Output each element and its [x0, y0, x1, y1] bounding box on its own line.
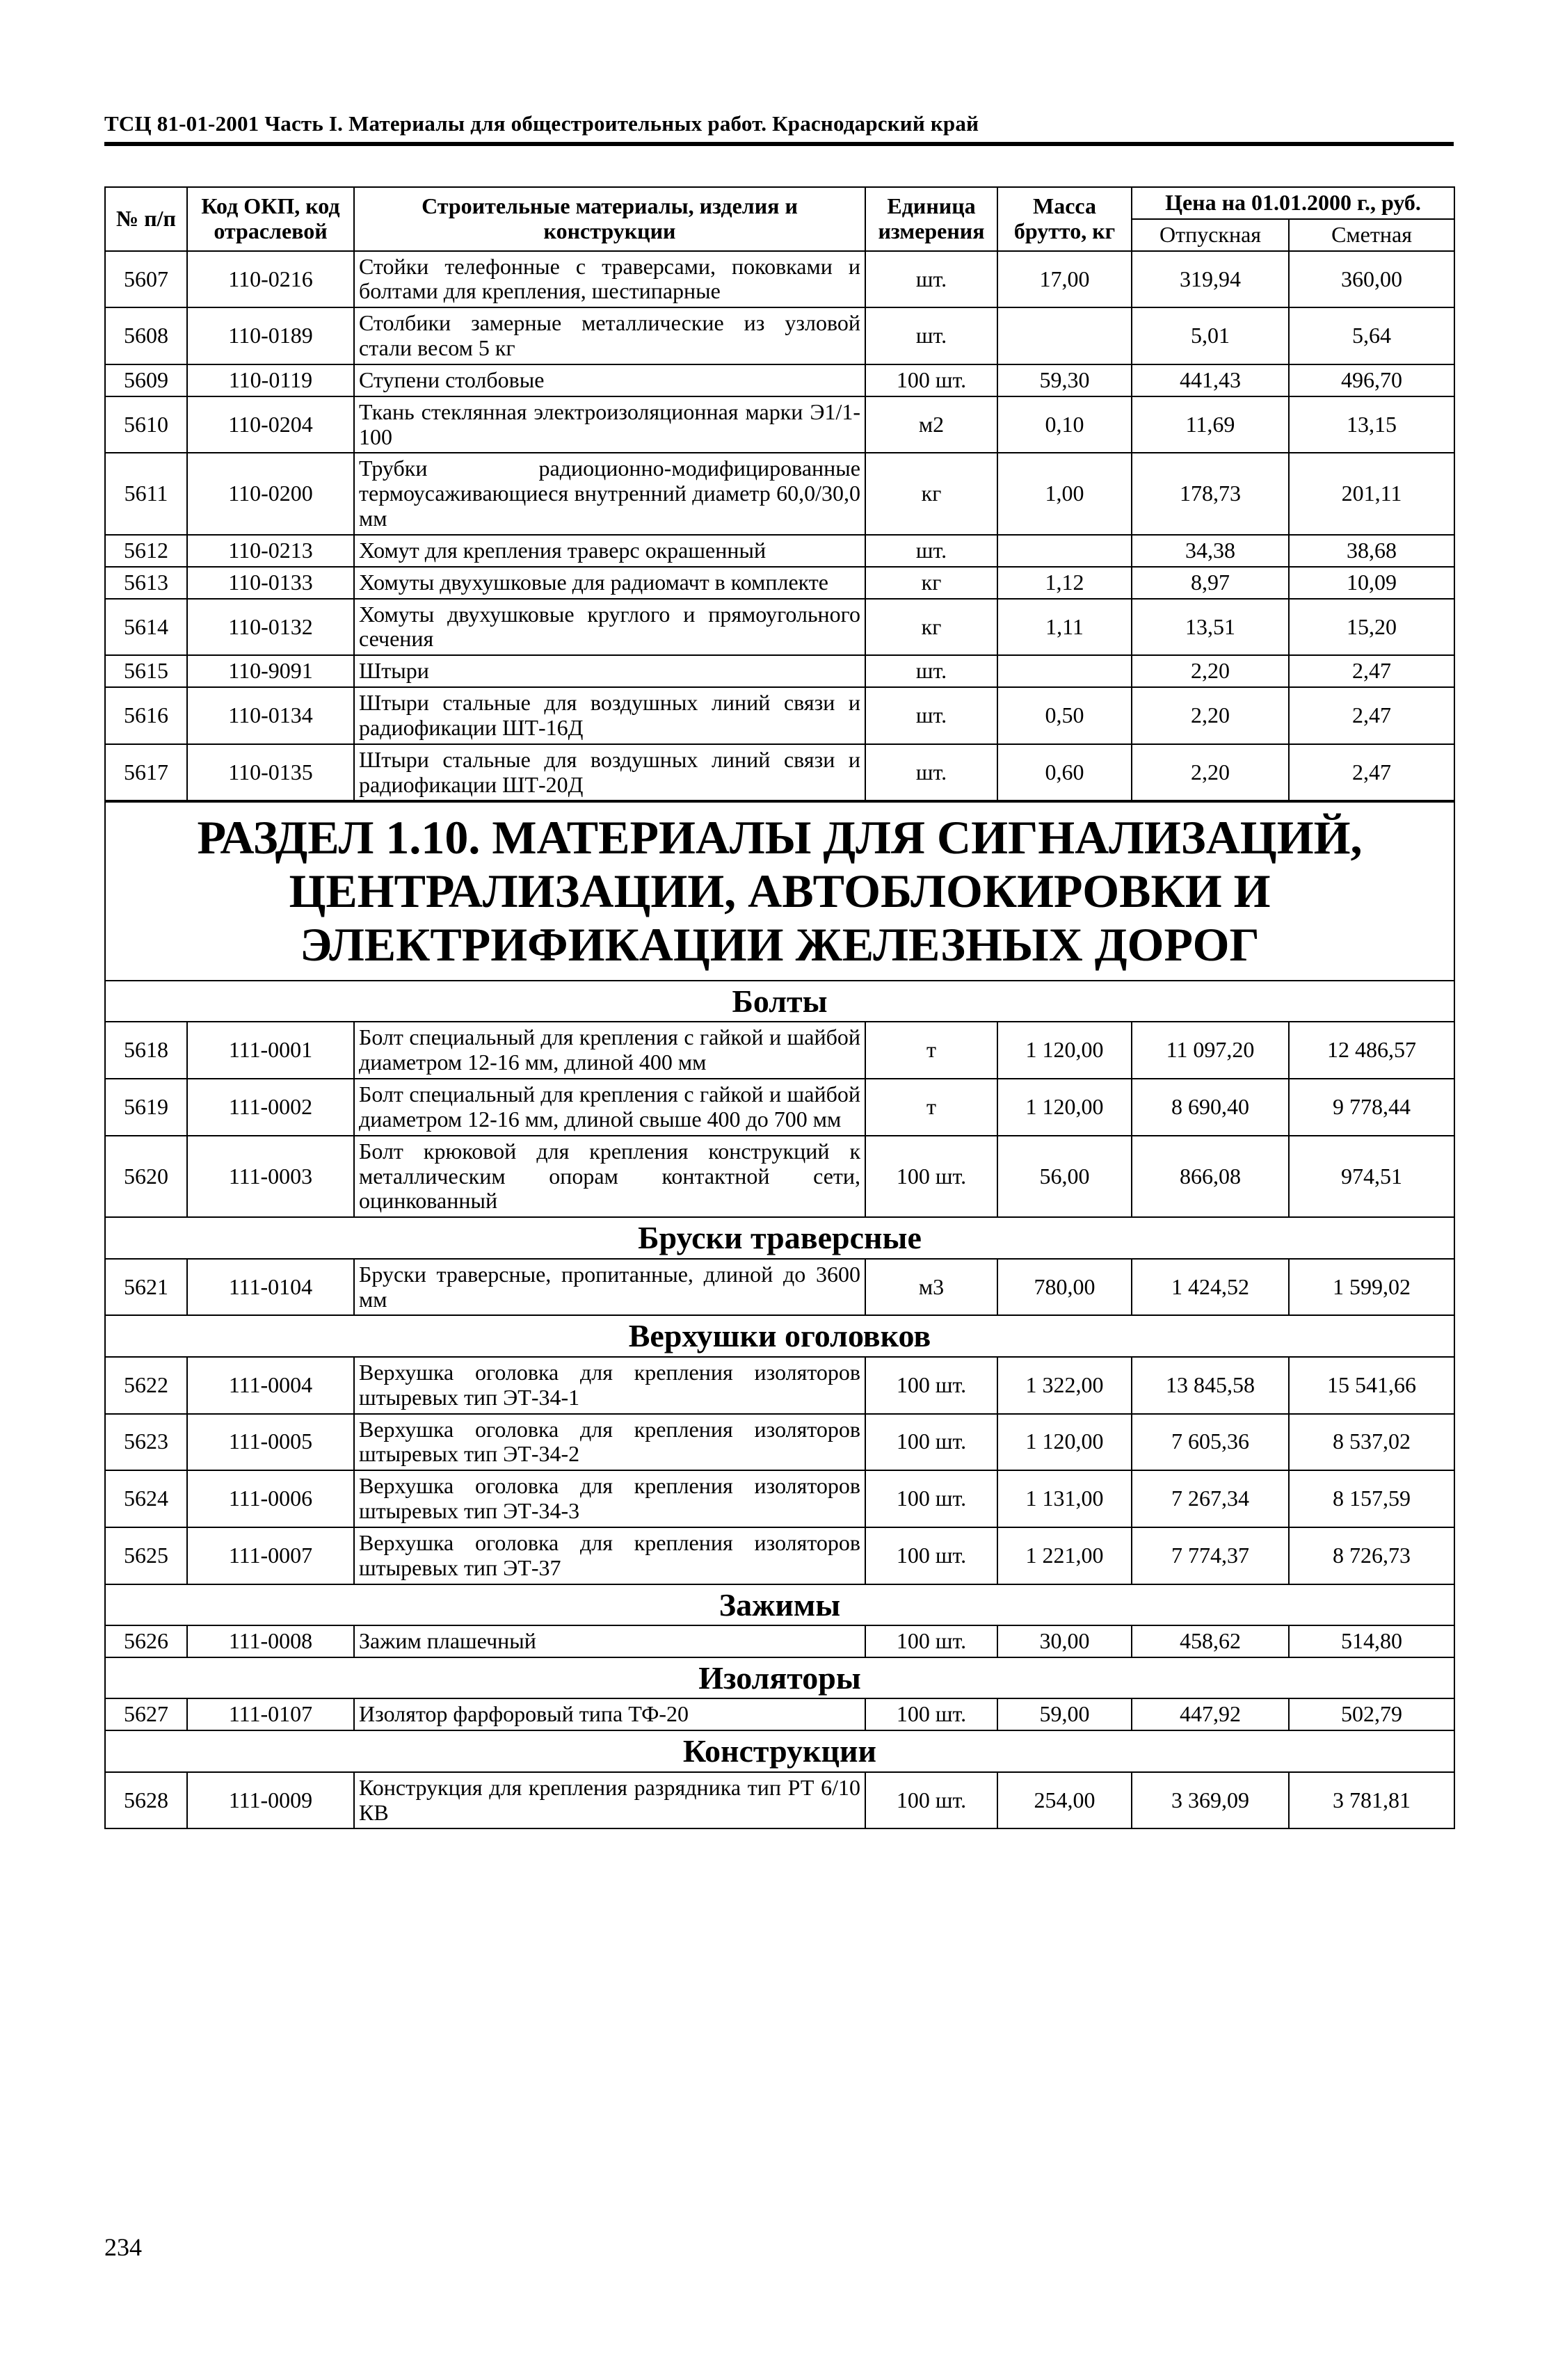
table-row	[105, 744, 1454, 802]
release-price: 2,20	[1132, 687, 1289, 744]
group-title-row	[105, 1315, 1454, 1357]
material-name: Штыри стальные для воздушных линий связи и радиофикации ШТ-16Д	[354, 687, 865, 744]
unit-of-measure: т	[865, 1079, 997, 1136]
unit-of-measure: шт.	[865, 655, 997, 687]
unit-of-measure: 100 шт.	[865, 364, 997, 396]
header-row	[105, 187, 1454, 219]
col-unit-header: Единица измерения	[865, 187, 997, 251]
material-name: Штыри стальные для воздушных линий связи и радиофикации ШТ-20Д	[354, 744, 865, 802]
group-title-row	[105, 1217, 1454, 1259]
material-name: Болт специальный для крепления с гайкой и шайбой диаметром 12-16 мм, длиной 400 мм	[354, 1022, 865, 1079]
section-title: РАЗДЕЛ 1.10. МАТЕРИАЛЫ ДЛЯ СИГНАЛИЗАЦИЙ, ЦЕНТРАЛИЗАЦИИ, АВТОБЛОКИРОВКИ И ЭЛЕКТРИФИКАЦИИ ЖЕЛЕЗНЫХ ДОРОГ	[105, 801, 1454, 980]
material-name: Болт специальный для крепления с гайкой и шайбой диаметром 12-16 мм, длиной свыше 400 до 700 мм	[354, 1079, 865, 1136]
running-head: ТСЦ 81-01-2001 Часть I. Материалы для общестроительных работ. Краснодарский край	[104, 111, 1454, 146]
release-price: 13 845,58	[1132, 1357, 1289, 1414]
group-title: Верхушки оголовков	[105, 1315, 1454, 1357]
gross-mass: 30,00	[997, 1625, 1132, 1657]
group-title-row	[105, 1730, 1454, 1772]
estimate-price: 13,15	[1289, 396, 1454, 453]
estimate-price: 8 537,02	[1289, 1414, 1454, 1471]
unit-of-measure: 100 шт.	[865, 1527, 997, 1584]
gross-mass: 780,00	[997, 1259, 1132, 1316]
release-price: 458,62	[1132, 1625, 1289, 1657]
gross-mass: 59,00	[997, 1698, 1132, 1730]
page-number: 234	[104, 2233, 142, 2261]
okp-code: 110-0134	[187, 687, 354, 744]
table-row	[105, 364, 1454, 396]
col-name-header: Строительные материалы, изделия и конструкции	[354, 187, 865, 251]
row-number: 5615	[105, 655, 187, 687]
row-number: 5625	[105, 1527, 187, 1584]
estimate-price: 2,47	[1289, 744, 1454, 802]
group-title: Изоляторы	[105, 1657, 1454, 1699]
material-name: Изолятор фарфоровый типа ТФ-20	[354, 1698, 865, 1730]
release-price: 319,94	[1132, 251, 1289, 308]
gross-mass: 59,30	[997, 364, 1132, 396]
row-number: 5628	[105, 1772, 187, 1829]
estimate-price: 1 599,02	[1289, 1259, 1454, 1316]
row-number: 5621	[105, 1259, 187, 1316]
unit-of-measure: шт.	[865, 744, 997, 802]
estimate-price: 5,64	[1289, 307, 1454, 364]
table-row	[105, 567, 1454, 599]
gross-mass: 1 221,00	[997, 1527, 1132, 1584]
row-number: 5612	[105, 535, 187, 567]
estimate-price: 2,47	[1289, 655, 1454, 687]
estimate-price: 496,70	[1289, 364, 1454, 396]
gross-mass: 1 131,00	[997, 1470, 1132, 1527]
release-price: 1 424,52	[1132, 1259, 1289, 1316]
material-name: Верхушка оголовка для крепления изоляторов штыревых тип ЭТ-34-1	[354, 1357, 865, 1414]
release-price: 7 774,37	[1132, 1527, 1289, 1584]
gross-mass: 1,11	[997, 599, 1132, 656]
estimate-price: 201,11	[1289, 453, 1454, 534]
gross-mass: 56,00	[997, 1136, 1132, 1217]
estimate-price: 38,68	[1289, 535, 1454, 567]
release-price: 178,73	[1132, 453, 1289, 534]
gross-mass: 0,10	[997, 396, 1132, 453]
unit-of-measure: кг	[865, 567, 997, 599]
release-price: 13,51	[1132, 599, 1289, 656]
material-name: Трубки радиоционно-модифицированные термоусаживающиеся внутренний диаметр 60,0/30,0 мм	[354, 453, 865, 534]
release-price: 8,97	[1132, 567, 1289, 599]
okp-code: 110-0189	[187, 307, 354, 364]
table-row	[105, 535, 1454, 567]
estimate-price: 15,20	[1289, 599, 1454, 656]
gross-mass: 1,00	[997, 453, 1132, 534]
estimate-price: 974,51	[1289, 1136, 1454, 1217]
material-name: Стойки телефонные с траверсами, поковками и болтами для крепления, шестипарные	[354, 251, 865, 308]
material-name: Верхушка оголовка для крепления изоляторов штыревых тип ЭТ-34-3	[354, 1470, 865, 1527]
gross-mass: 0,50	[997, 687, 1132, 744]
unit-of-measure: 100 шт.	[865, 1357, 997, 1414]
estimate-price: 12 486,57	[1289, 1022, 1454, 1079]
material-name: Бруски траверсные, пропитанные, длиной до 3600 мм	[354, 1259, 865, 1316]
row-number: 5618	[105, 1022, 187, 1079]
group-title-row	[105, 981, 1454, 1022]
estimate-price: 3 781,81	[1289, 1772, 1454, 1829]
release-price: 34,38	[1132, 535, 1289, 567]
gross-mass: 1,12	[997, 567, 1132, 599]
gross-mass	[997, 535, 1132, 567]
okp-code: 110-0200	[187, 453, 354, 534]
unit-of-measure: шт.	[865, 535, 997, 567]
table-row	[105, 453, 1454, 534]
gross-mass: 1 120,00	[997, 1079, 1132, 1136]
table-row	[105, 1259, 1454, 1316]
row-number: 5623	[105, 1414, 187, 1471]
release-price: 11 097,20	[1132, 1022, 1289, 1079]
material-name: Ступени столбовые	[354, 364, 865, 396]
unit-of-measure: 100 шт.	[865, 1470, 997, 1527]
row-number: 5607	[105, 251, 187, 308]
release-price: 866,08	[1132, 1136, 1289, 1217]
group-title: Конструкции	[105, 1730, 1454, 1772]
estimate-price: 10,09	[1289, 567, 1454, 599]
okp-code: 111-0006	[187, 1470, 354, 1527]
estimate-price: 15 541,66	[1289, 1357, 1454, 1414]
release-price: 7 605,36	[1132, 1414, 1289, 1471]
col-num-header: № п/п	[105, 187, 187, 251]
okp-code: 111-0005	[187, 1414, 354, 1471]
unit-of-measure: 100 шт.	[865, 1414, 997, 1471]
col-okp-header: Код ОКП, код отраслевой	[187, 187, 354, 251]
release-price: 2,20	[1132, 655, 1289, 687]
table-row	[105, 1698, 1454, 1730]
row-number: 5622	[105, 1357, 187, 1414]
material-name: Хомут для крепления траверс окрашенный	[354, 535, 865, 567]
group-title: Бруски траверсные	[105, 1217, 1454, 1259]
unit-of-measure: м2	[865, 396, 997, 453]
okp-code: 110-0204	[187, 396, 354, 453]
release-price: 8 690,40	[1132, 1079, 1289, 1136]
unit-of-measure: шт.	[865, 307, 997, 364]
gross-mass: 0,60	[997, 744, 1132, 802]
okp-code: 111-0104	[187, 1259, 354, 1316]
release-price: 2,20	[1132, 744, 1289, 802]
table-row	[105, 1022, 1454, 1079]
gross-mass: 1 322,00	[997, 1357, 1132, 1414]
okp-code: 110-0216	[187, 251, 354, 308]
table-row	[105, 655, 1454, 687]
col-mass-header: Масса брутто, кг	[997, 187, 1132, 251]
document-page	[104, 111, 1454, 1829]
table-row	[105, 396, 1454, 453]
okp-code: 111-0007	[187, 1527, 354, 1584]
material-name: Верхушка оголовка для крепления изоляторов штыревых тип ЭТ-34-2	[354, 1414, 865, 1471]
material-name: Штыри	[354, 655, 865, 687]
row-number: 5610	[105, 396, 187, 453]
okp-code: 110-0119	[187, 364, 354, 396]
price-table	[104, 186, 1455, 1829]
okp-code: 111-0107	[187, 1698, 354, 1730]
okp-code: 111-0004	[187, 1357, 354, 1414]
gross-mass: 254,00	[997, 1772, 1132, 1829]
unit-of-measure: кг	[865, 453, 997, 534]
row-number: 5611	[105, 453, 187, 534]
table-row	[105, 599, 1454, 656]
row-number: 5619	[105, 1079, 187, 1136]
release-price: 447,92	[1132, 1698, 1289, 1730]
table-row	[105, 687, 1454, 744]
col-release-header: Отпускная	[1132, 219, 1289, 251]
estimate-price: 8 157,59	[1289, 1470, 1454, 1527]
estimate-price: 8 726,73	[1289, 1527, 1454, 1584]
estimate-price: 514,80	[1289, 1625, 1454, 1657]
table-row	[105, 1527, 1454, 1584]
table-row	[105, 251, 1454, 308]
unit-of-measure: 100 шт.	[865, 1698, 997, 1730]
okp-code: 110-0213	[187, 535, 354, 567]
material-name: Хомуты двухушковые круглого и прямоугольного сечения	[354, 599, 865, 656]
unit-of-measure: м3	[865, 1259, 997, 1316]
estimate-price: 2,47	[1289, 687, 1454, 744]
unit-of-measure: 100 шт.	[865, 1136, 997, 1217]
table-body	[105, 251, 1454, 1829]
gross-mass: 1 120,00	[997, 1414, 1132, 1471]
row-number: 5626	[105, 1625, 187, 1657]
table-row	[105, 1079, 1454, 1136]
okp-code: 111-0009	[187, 1772, 354, 1829]
release-price: 7 267,34	[1132, 1470, 1289, 1527]
okp-code: 110-9091	[187, 655, 354, 687]
okp-code: 111-0008	[187, 1625, 354, 1657]
table-row	[105, 307, 1454, 364]
group-title: Зажимы	[105, 1584, 1454, 1626]
table-row	[105, 1414, 1454, 1471]
unit-of-measure: шт.	[865, 251, 997, 308]
group-title: Болты	[105, 981, 1454, 1022]
material-name: Болт крюковой для крепления конструкций к металлическим опорам контактной сети, оцинкованный	[354, 1136, 865, 1217]
estimate-price: 502,79	[1289, 1698, 1454, 1730]
material-name: Столбики замерные металлические из узловой стали весом 5 кг	[354, 307, 865, 364]
row-number: 5617	[105, 744, 187, 802]
row-number: 5614	[105, 599, 187, 656]
col-estimate-header: Сметная	[1289, 219, 1454, 251]
unit-of-measure: кг	[865, 599, 997, 656]
section-title-row	[105, 801, 1454, 980]
okp-code: 110-0132	[187, 599, 354, 656]
row-number: 5616	[105, 687, 187, 744]
unit-of-measure: 100 шт.	[865, 1625, 997, 1657]
release-price: 3 369,09	[1132, 1772, 1289, 1829]
material-name: Конструкция для крепления разрядника тип РТ 6/10 КВ	[354, 1772, 865, 1829]
row-number: 5613	[105, 567, 187, 599]
unit-of-measure: 100 шт.	[865, 1772, 997, 1829]
table-row	[105, 1357, 1454, 1414]
material-name: Зажим плашечный	[354, 1625, 865, 1657]
release-price: 441,43	[1132, 364, 1289, 396]
okp-code: 111-0001	[187, 1022, 354, 1079]
okp-code: 111-0003	[187, 1136, 354, 1217]
group-title-row	[105, 1584, 1454, 1626]
table-row	[105, 1470, 1454, 1527]
table-row	[105, 1772, 1454, 1829]
row-number: 5627	[105, 1698, 187, 1730]
unit-of-measure: шт.	[865, 687, 997, 744]
okp-code: 111-0002	[187, 1079, 354, 1136]
col-price-header: Цена на 01.01.2000 г., руб.	[1132, 187, 1454, 219]
material-name: Хомуты двухушковые для радиомачт в комплекте	[354, 567, 865, 599]
row-number: 5624	[105, 1470, 187, 1527]
material-name: Ткань стеклянная электроизоляционная марки Э1/1-100	[354, 396, 865, 453]
row-number: 5608	[105, 307, 187, 364]
estimate-price: 360,00	[1289, 251, 1454, 308]
release-price: 5,01	[1132, 307, 1289, 364]
release-price: 11,69	[1132, 396, 1289, 453]
row-number: 5609	[105, 364, 187, 396]
estimate-price: 9 778,44	[1289, 1079, 1454, 1136]
group-title-row	[105, 1657, 1454, 1699]
material-name: Верхушка оголовка для крепления изоляторов штыревых тип ЭТ-37	[354, 1527, 865, 1584]
unit-of-measure: т	[865, 1022, 997, 1079]
gross-mass: 17,00	[997, 251, 1132, 308]
gross-mass	[997, 655, 1132, 687]
okp-code: 110-0133	[187, 567, 354, 599]
table-row	[105, 1625, 1454, 1657]
table-row	[105, 1136, 1454, 1217]
row-number: 5620	[105, 1136, 187, 1217]
okp-code: 110-0135	[187, 744, 354, 802]
gross-mass	[997, 307, 1132, 364]
gross-mass: 1 120,00	[997, 1022, 1132, 1079]
